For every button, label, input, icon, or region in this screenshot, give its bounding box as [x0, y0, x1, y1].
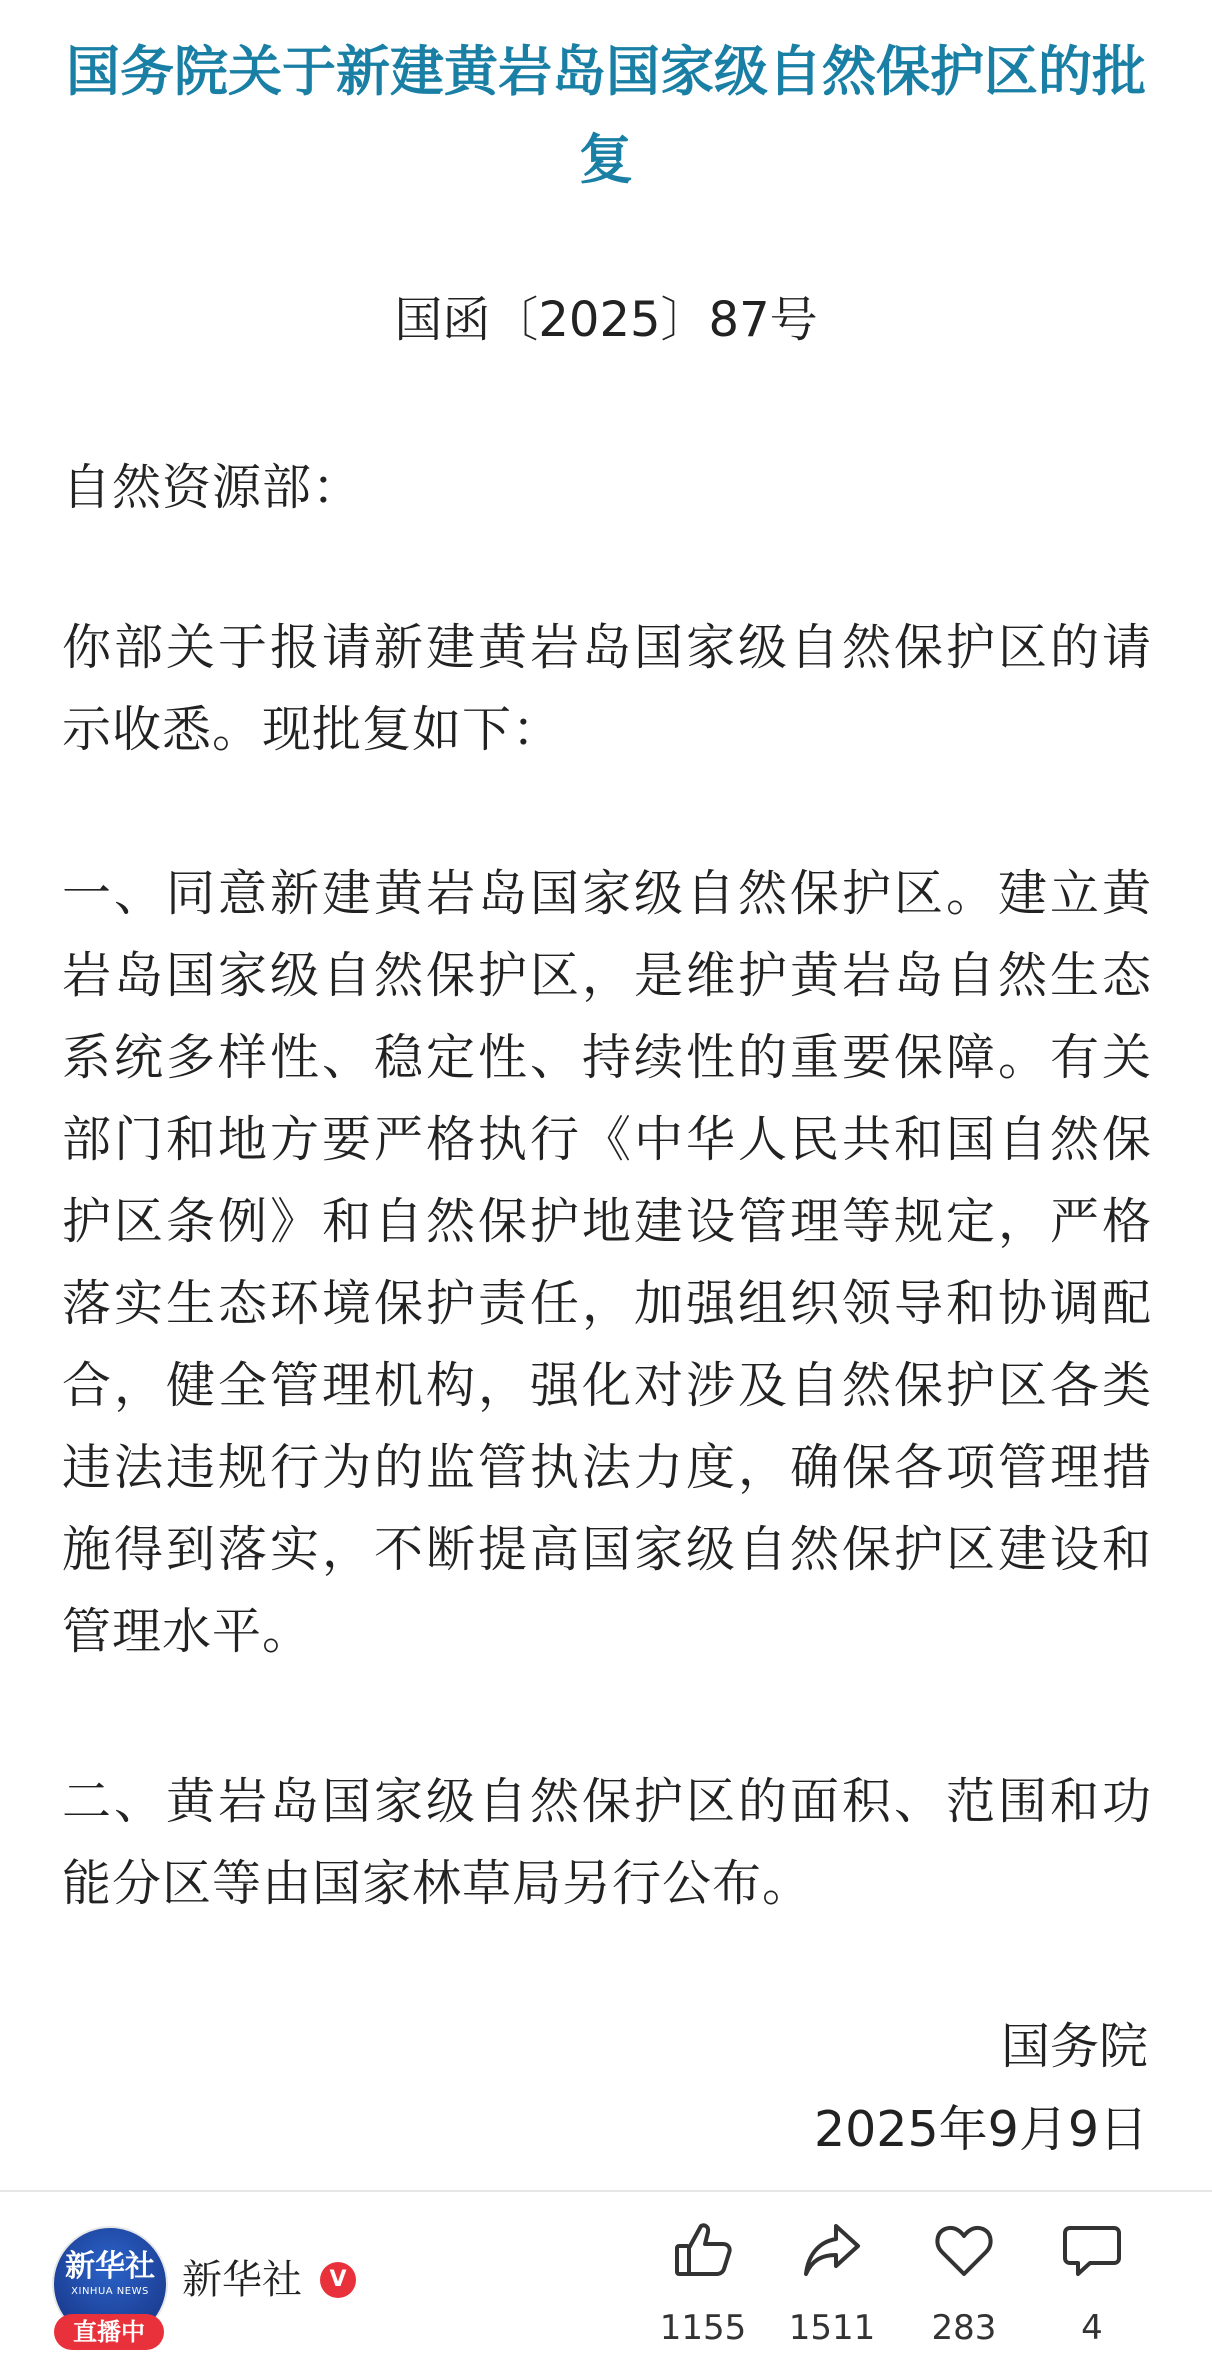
paragraph-one: 一、同意新建黄岩岛国家级自然保护区。建立黄岩岛国家级自然保护区，是维护黄岩岛自然生态系统多样性、稳定性、持续性的重要保障。有关部门和地方要严格执行《中华人民共和国自然保护区条例》和自然保护地建设管理等规定，严格落实生态环境保护责任，加强组织领导和协调配合，健全管理机构，强化对涉及自然保护区各类违法违规行为的监管执法力度，确保各项管理措施得到落实，不断提高国家级自然保护区建设和管理水平。: [62, 865, 1152, 1660]
paragraph-intro: 你部关于报请新建黄岩岛国家级自然保护区的请示收悉。现批复如下：: [62, 619, 1152, 758]
signature-date: 2025年9月9日: [813, 2101, 1148, 2158]
heart-icon: [932, 2218, 996, 2282]
bottom-action-bar: [0, 2190, 1212, 2376]
avatar-logo-text: 新华社: [65, 2249, 155, 2284]
favorite-button[interactable]: [899, 2218, 1029, 2358]
like-button[interactable]: [638, 2218, 768, 2358]
share-count: 1511: [788, 2308, 876, 2348]
addressee: 自然资源部：: [62, 459, 363, 516]
account-name[interactable]: 新华社: [182, 2257, 302, 2303]
account-avatar[interactable]: [52, 2226, 168, 2346]
article-title: 国务院关于新建黄岩岛国家级自然保护区的批复: [66, 40, 1146, 191]
document-number: 国函〔2025〕87号: [394, 292, 818, 348]
thumbs-up-icon: [671, 2218, 735, 2282]
like-count: 1155: [659, 2308, 747, 2348]
signature-organization: 国务院: [1000, 2018, 1148, 2075]
live-badge[interactable]: 直播中: [54, 2314, 164, 2350]
comment-bubble-icon: [1060, 2218, 1124, 2282]
favorite-count: 283: [931, 2308, 997, 2348]
comment-count: 4: [1081, 2308, 1103, 2348]
verified-badge-icon: V: [320, 2262, 356, 2298]
comment-button[interactable]: [1027, 2218, 1157, 2358]
avatar-logo-subtext: XINHUA NEWS: [71, 2286, 149, 2297]
share-button[interactable]: [767, 2218, 897, 2358]
share-arrow-icon: [800, 2218, 864, 2282]
paragraph-two: 二、黄岩岛国家级自然保护区的面积、范围和功能分区等由国家林草局另行公布。: [62, 1773, 1152, 1912]
